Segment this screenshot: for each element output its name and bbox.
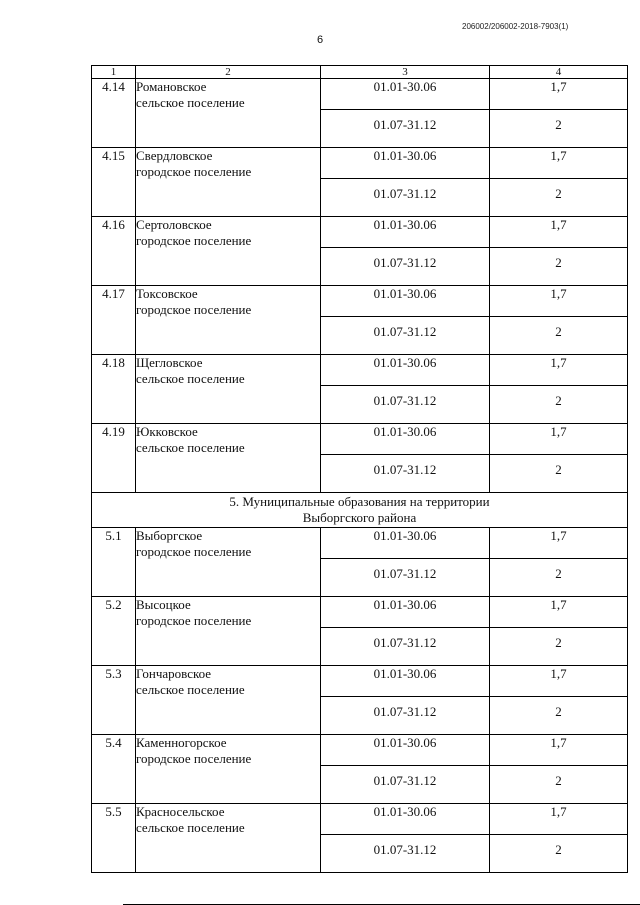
municipality-name-line1: Каменногорское — [136, 735, 227, 750]
value-cell: 1,7 — [490, 424, 628, 455]
period-cell: 01.01-30.06 — [321, 597, 490, 628]
municipality-name — [136, 355, 321, 424]
row-number: 4.18 — [92, 355, 136, 424]
value-cell: 1,7 — [490, 286, 628, 317]
table-row — [92, 286, 628, 317]
municipality-name-line1: Сертоловское — [136, 217, 212, 232]
period-cell: 01.07-31.12 — [321, 766, 490, 804]
municipality-name — [136, 528, 321, 597]
municipality-name-line1: Выборгское — [136, 528, 203, 543]
municipality-name-line1: Юкковское — [136, 424, 198, 439]
municipality-name — [136, 217, 321, 286]
row-number: 5.2 — [92, 597, 136, 666]
value-cell: 1,7 — [490, 735, 628, 766]
municipality-name-line1: Щегловское — [136, 355, 203, 370]
period-cell: 01.01-30.06 — [321, 804, 490, 835]
period-cell: 01.01-30.06 — [321, 666, 490, 697]
row-number: 4.16 — [92, 217, 136, 286]
table-row — [92, 79, 628, 110]
row-number: 5.4 — [92, 735, 136, 804]
municipality-name-line2: городское поселение — [136, 302, 252, 317]
municipality-name-line1: Токсовское — [136, 286, 198, 301]
municipality-name-line2: сельское поселение — [136, 371, 245, 386]
table-row — [92, 355, 628, 386]
period-cell: 01.01-30.06 — [321, 286, 490, 317]
section-heading-line1: 5. Муниципальные образования на территории — [229, 494, 490, 509]
period-cell: 01.07-31.12 — [321, 179, 490, 217]
column-header-3: 3 — [321, 66, 490, 79]
table-row — [92, 735, 628, 766]
value-cell: 2 — [490, 110, 628, 148]
page-number: 6 — [316, 34, 324, 46]
table-row — [92, 217, 628, 248]
row-number: 4.14 — [92, 79, 136, 148]
row-number: 4.19 — [92, 424, 136, 493]
column-header-4: 4 — [490, 66, 628, 79]
value-cell: 2 — [490, 559, 628, 597]
table-row — [92, 597, 628, 628]
municipality-name — [136, 424, 321, 493]
period-cell: 01.07-31.12 — [321, 697, 490, 735]
column-header-2: 2 — [136, 66, 321, 79]
municipality-name-line2: сельское поселение — [136, 682, 245, 697]
tariff-table — [91, 65, 628, 873]
period-cell: 01.07-31.12 — [321, 317, 490, 355]
municipality-name — [136, 148, 321, 217]
table-row — [92, 666, 628, 697]
period-cell: 01.07-31.12 — [321, 110, 490, 148]
value-cell: 1,7 — [490, 148, 628, 179]
period-cell: 01.07-31.12 — [321, 835, 490, 873]
section-heading-line2: Выборгского района — [302, 510, 417, 525]
value-cell: 2 — [490, 628, 628, 666]
table-row — [92, 528, 628, 559]
municipality-name-line2: городское поселение — [136, 544, 252, 559]
municipality-name — [136, 735, 321, 804]
municipality-name — [136, 804, 321, 873]
period-cell: 01.01-30.06 — [321, 528, 490, 559]
value-cell: 2 — [490, 248, 628, 286]
municipality-name-line2: сельское поселение — [136, 95, 245, 110]
section-heading — [92, 493, 628, 528]
value-cell: 2 — [490, 835, 628, 873]
value-cell: 2 — [490, 697, 628, 735]
row-number: 5.3 — [92, 666, 136, 735]
period-cell: 01.01-30.06 — [321, 735, 490, 766]
value-cell: 2 — [490, 766, 628, 804]
column-number-row — [92, 66, 628, 79]
period-cell: 01.07-31.12 — [321, 386, 490, 424]
municipality-name-line2: городское поселение — [136, 233, 252, 248]
municipality-name-line2: сельское поселение — [136, 820, 245, 835]
value-cell: 2 — [490, 317, 628, 355]
municipality-name-line1: Романовское — [136, 79, 207, 94]
column-header-1: 1 — [92, 66, 136, 79]
municipality-name-line2: городское поселение — [136, 751, 252, 766]
period-cell: 01.01-30.06 — [321, 79, 490, 110]
municipality-name — [136, 286, 321, 355]
row-number: 4.17 — [92, 286, 136, 355]
row-number: 5.1 — [92, 528, 136, 597]
municipality-name-line1: Гончаровское — [136, 666, 212, 681]
row-number: 5.5 — [92, 804, 136, 873]
period-cell: 01.07-31.12 — [321, 628, 490, 666]
period-cell: 01.01-30.06 — [321, 148, 490, 179]
value-cell: 1,7 — [490, 597, 628, 628]
section-heading-row — [92, 493, 628, 528]
value-cell: 2 — [490, 386, 628, 424]
municipality-name-line1: Высоцкое — [136, 597, 191, 612]
value-cell: 1,7 — [490, 79, 628, 110]
period-cell: 01.01-30.06 — [321, 355, 490, 386]
table-row — [92, 804, 628, 835]
period-cell: 01.07-31.12 — [321, 248, 490, 286]
document-number: 206002/206002-2018-7903(1) — [462, 22, 569, 31]
table-row — [92, 424, 628, 455]
value-cell: 1,7 — [490, 804, 628, 835]
municipality-name-line2: сельское поселение — [136, 440, 245, 455]
value-cell: 2 — [490, 179, 628, 217]
period-cell: 01.01-30.06 — [321, 424, 490, 455]
value-cell: 1,7 — [490, 355, 628, 386]
table-row — [92, 148, 628, 179]
row-number: 4.15 — [92, 148, 136, 217]
municipality-name — [136, 597, 321, 666]
municipality-name-line2: городское поселение — [136, 613, 252, 628]
municipality-name-line2: городское поселение — [136, 164, 252, 179]
value-cell: 2 — [490, 455, 628, 493]
period-cell: 01.07-31.12 — [321, 559, 490, 597]
municipality-name — [136, 79, 321, 148]
municipality-name — [136, 666, 321, 735]
period-cell: 01.07-31.12 — [321, 455, 490, 493]
value-cell: 1,7 — [490, 528, 628, 559]
value-cell: 1,7 — [490, 217, 628, 248]
value-cell: 1,7 — [490, 666, 628, 697]
period-cell: 01.01-30.06 — [321, 217, 490, 248]
municipality-name-line1: Красносельское — [136, 804, 225, 819]
municipality-name-line1: Свердловское — [136, 148, 213, 163]
